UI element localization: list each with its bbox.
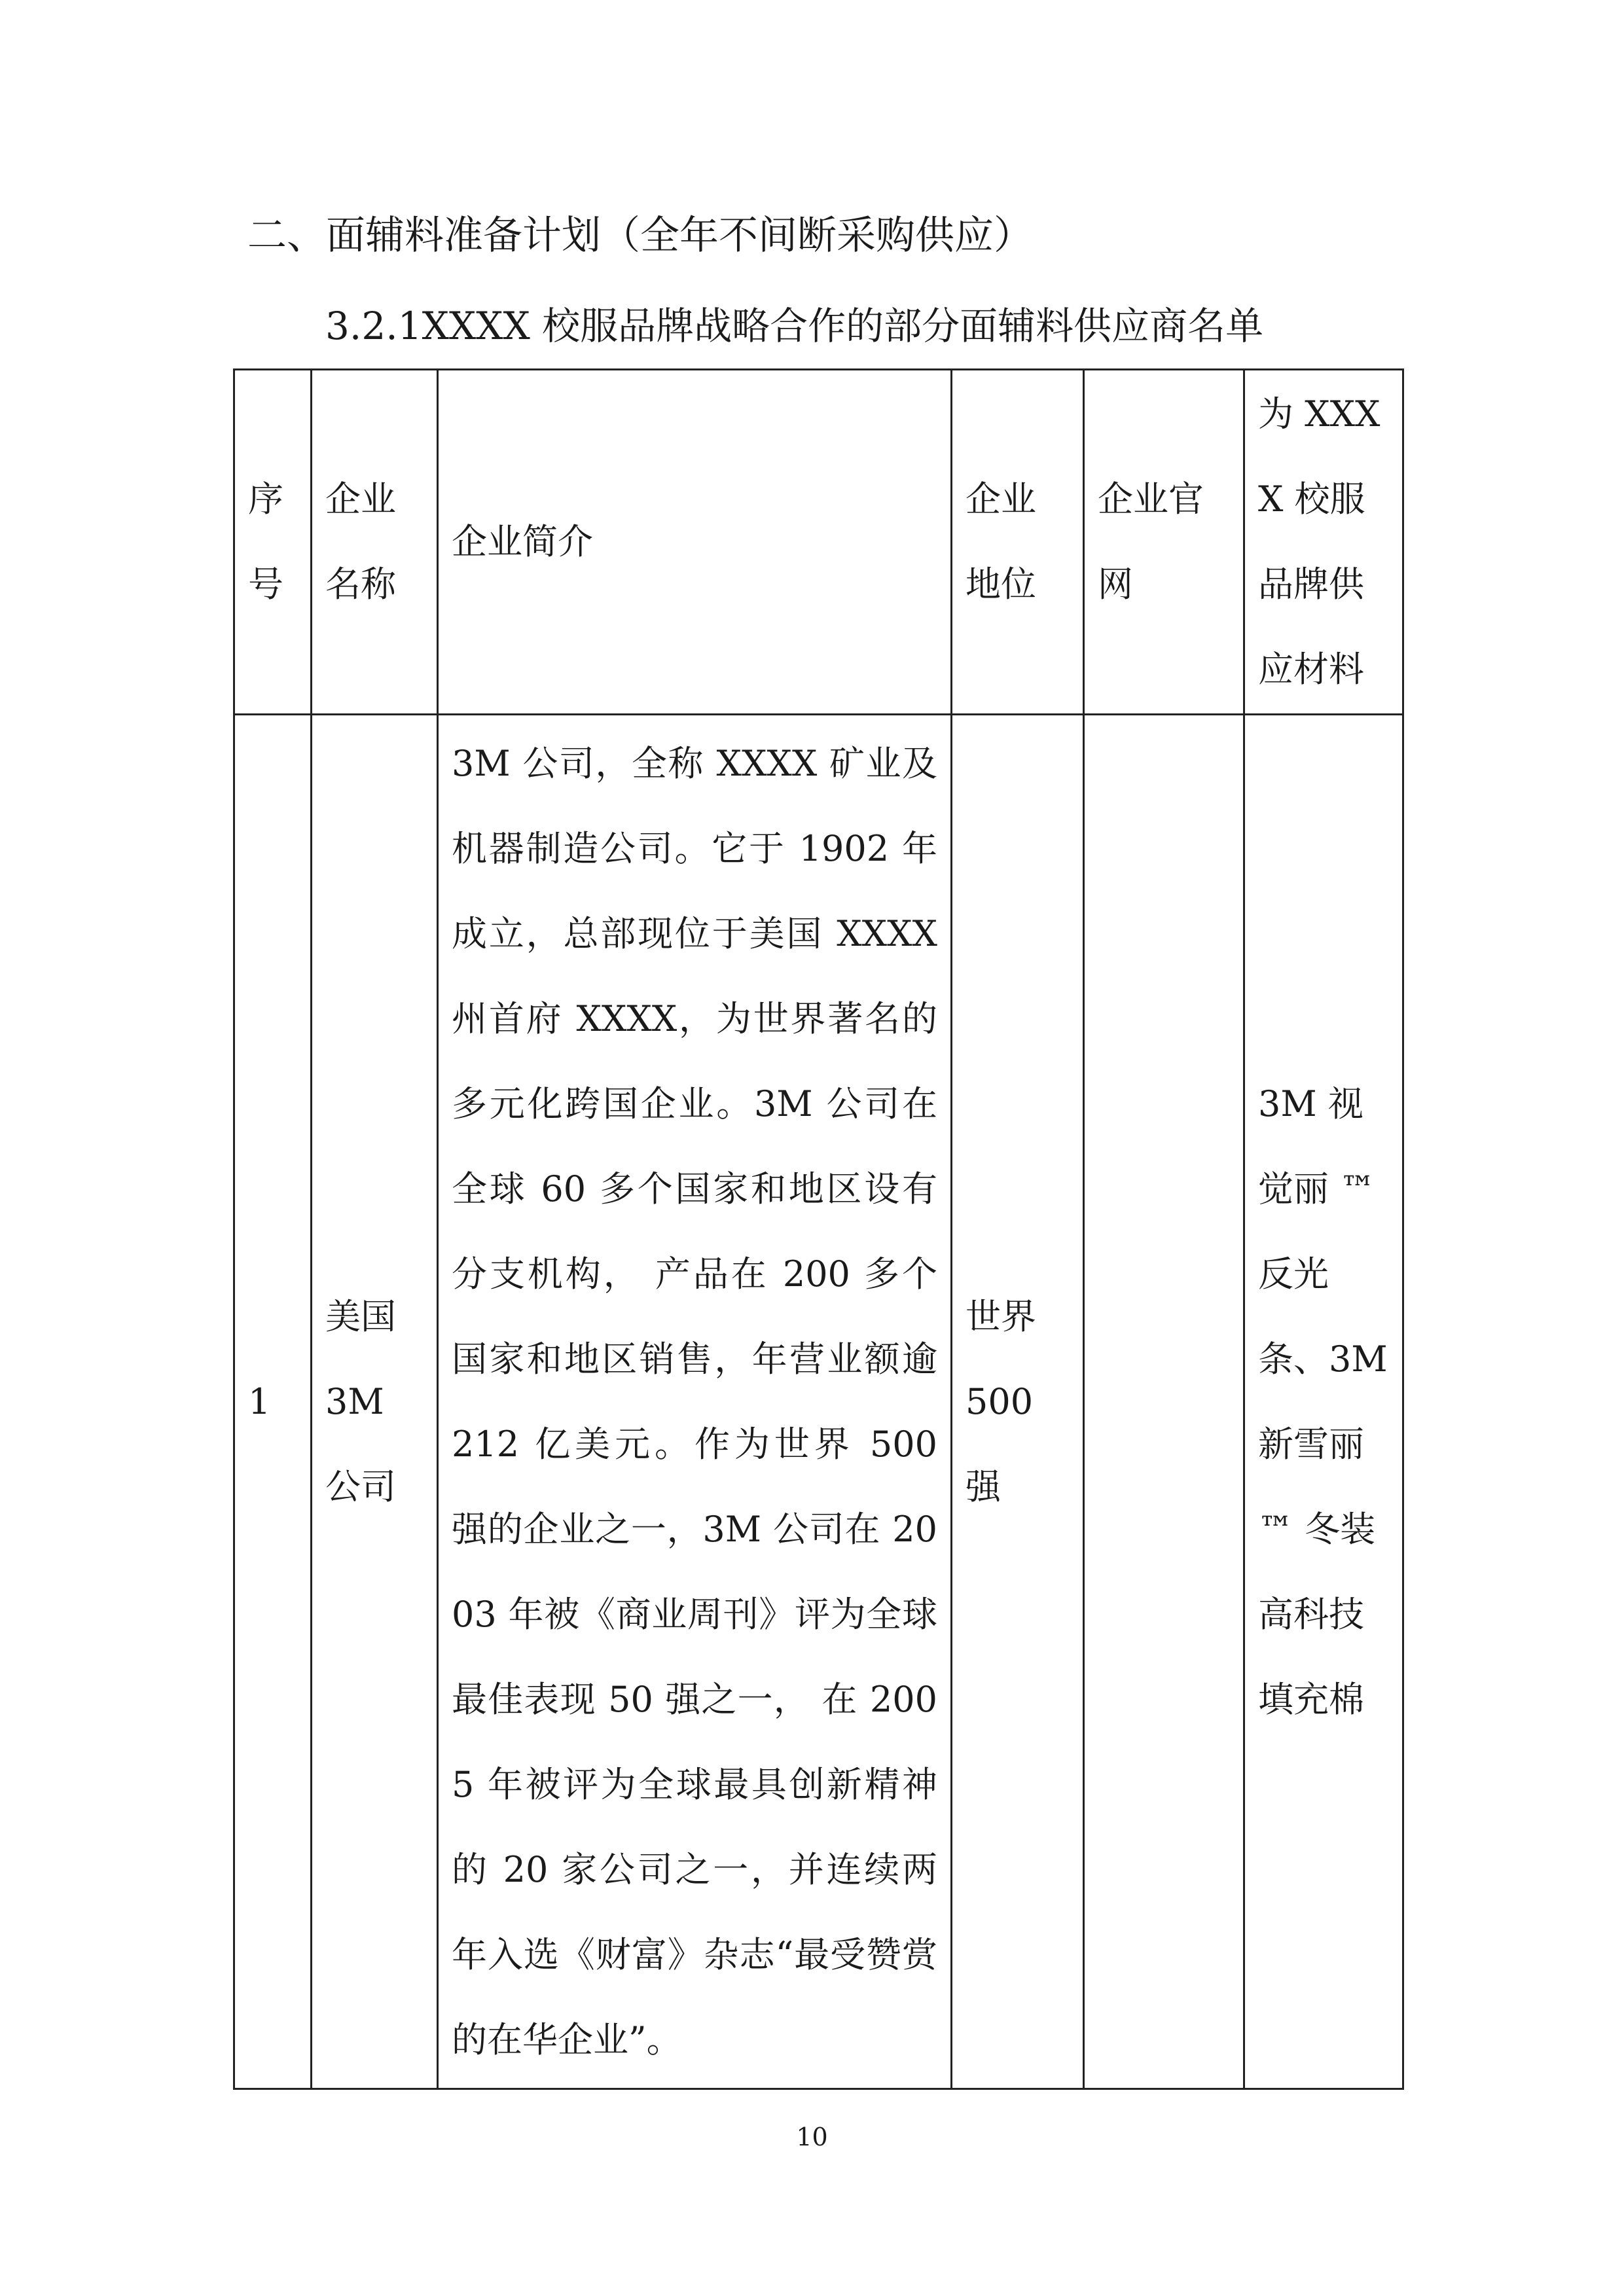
table-caption: 3.2.1XXXX 校服品牌战略合作的部分面辅料供应商名单 [325, 304, 1264, 348]
page-number: 10 [796, 2123, 828, 2151]
cell-intro: 3M 公司，全称 XXXX 矿业及机器制造公司。它于 1902 年成立，总部现位于美国 XXXX 州首府 XXXX，为世界著名的多元化跨国企业。3M 公司在全球 60 多个国家和地区设有分支机构， 产品在 200 多个国家和地区销售，年营业额逾 212 亿美元。作为世界 500 强的企业之一，3M 公司在 2003 年被《商业周刊》评为全球最佳表现 50 强之一， 在 2005 年被评为全球最具创新精神的 20 家公司之一，并连续两年入选《财富》杂志“最受赞赏的在华企业”。 [438, 715, 952, 2089]
header-no: 序号 [234, 370, 312, 715]
cell-name: 美国 3M 公司 [312, 715, 438, 2089]
header-name: 企业名称 [312, 370, 438, 715]
table-row [234, 715, 1403, 2089]
cell-no: 1 [234, 715, 312, 2089]
section-heading: 二、面辅料准备计划（全年不间断采购供应） [247, 213, 1033, 259]
cell-status: 世界 500 强 [952, 715, 1084, 2089]
header-website: 企业官网 [1084, 370, 1244, 715]
header-materials: 为 XXXX 校服品牌供应材料 [1244, 370, 1403, 715]
cell-materials: 3M 视觉丽 ™ 反光条、3M 新雪丽 ™ 冬装高科技填充棉 [1244, 715, 1403, 2089]
table-header-row [234, 370, 1403, 715]
cell-website [1084, 715, 1244, 2089]
supplier-table [233, 368, 1404, 2090]
header-intro: 企业简介 [438, 370, 952, 715]
header-status: 企业地位 [952, 370, 1084, 715]
